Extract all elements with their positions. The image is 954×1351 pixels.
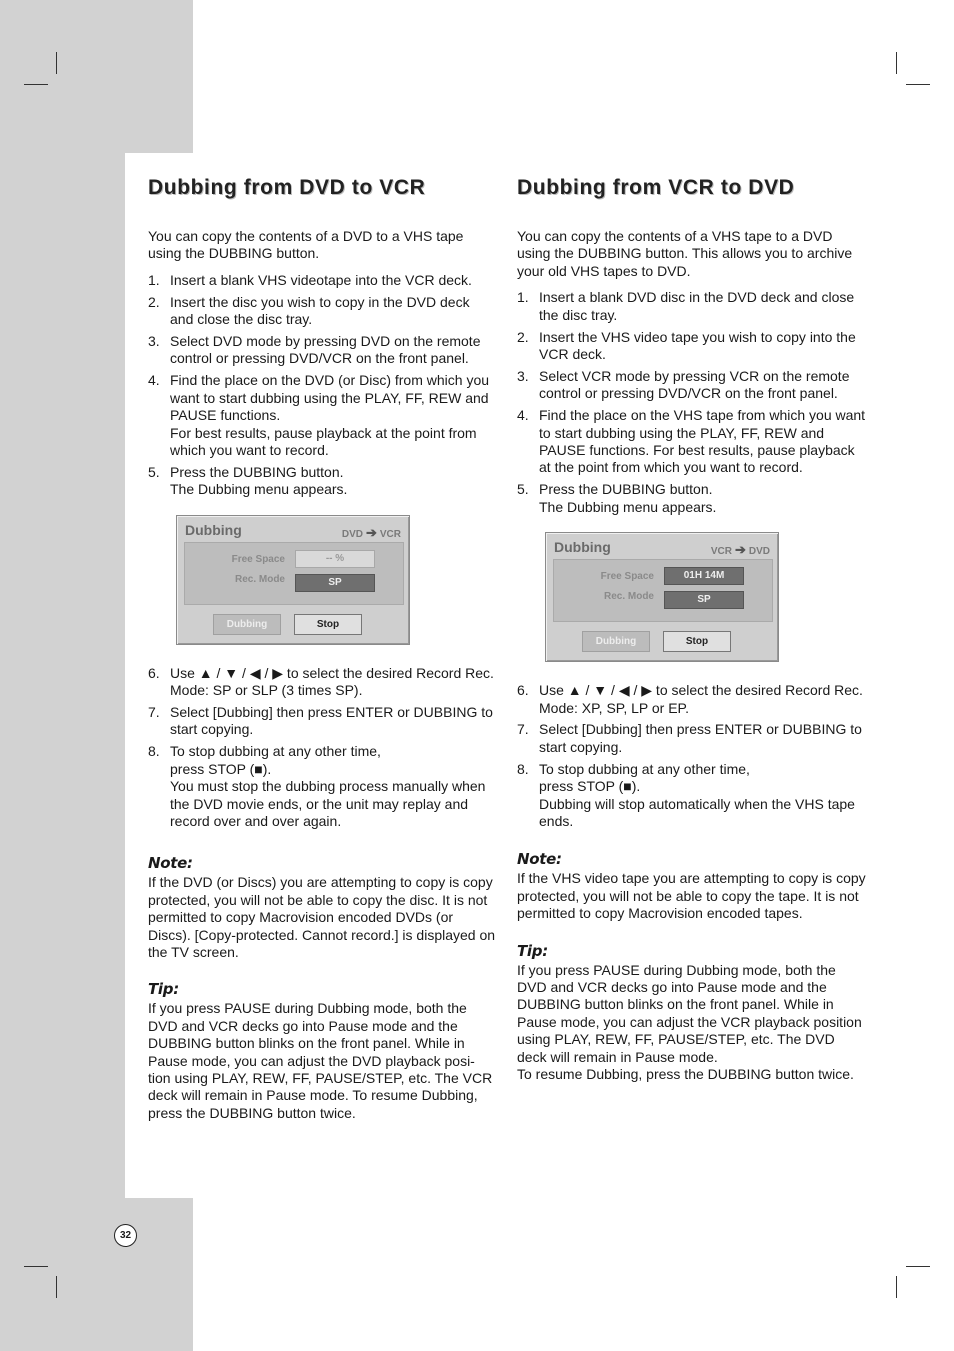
steps-list [517, 289, 867, 516]
list-item: 1. Insert a blank DVD disc in the DVD deck and close the disc tray. [517, 289, 855, 323]
menu-title: Dubbing [554, 539, 611, 556]
rec-mode-label: Rec. Mode [234, 573, 285, 585]
column-dvd-to-vcr [148, 170, 496, 1122]
steps-list-continued [517, 682, 867, 830]
list-item: 6. Use ▲ / ▼ / ◀ / ▶ to select the desired Record Rec. Mode: XP, SP, LP or EP. [517, 682, 863, 716]
note-text: If the DVD (or Discs) you are attempting to copy is copy protected, you will not be able to copy the disc. It is not permitted to copy Macrovision encoded DVDs (or Discs). [Copy-protected. Cannot record.] is displayed on the TV screen. [148, 874, 496, 960]
note-text: If the VHS video tape you are attempting to copy is copy protected, you will not be able to copy the tape. It is not permitted to copy Macrovision encoded tapes. [517, 870, 866, 922]
tip-text: If you press PAUSE during Dubbing mode, both the DVD and VCR decks go into Pause mode and the DUBBING button blinks on the front panel. While in Pause mode, you can adjust the VCR playback position using PLAY, REW, FF, PAUSE/STEP, etc. The DVD deck will remain in Pause mode. [517, 961, 862, 1065]
tip-text-continued: To resume Dubbing, press the DUBBING button twice. [517, 1066, 854, 1082]
crop-mark [906, 84, 930, 85]
menu-title: Dubbing [185, 521, 242, 538]
rec-mode-value: SP [295, 574, 375, 592]
section-title: Dubbing from DVD to VCR [148, 176, 426, 199]
steps-list [148, 272, 496, 499]
list-item: 3. Select VCR mode by pressing VCR on the remote control or pressing DVD/VCR on the front panel. [517, 367, 850, 402]
dubbing-menu-screenshot [545, 532, 779, 662]
tip-section [517, 942, 867, 1084]
list-item: 3. Select DVD mode by pressing DVD on the remote control or pressing DVD/VCR on the front panel. [148, 333, 481, 367]
crop-mark [24, 84, 48, 85]
free-space-value: 01H 14M [664, 567, 744, 585]
list-item: 8. To stop dubbing at any other time, press STOP (■). You must stop the dubbing process manually when the DVD movie ends, or the unit may replay and record over and over again. [148, 743, 486, 829]
tip-heading: Tip: [517, 941, 548, 960]
note-heading: Note: [517, 850, 562, 869]
note-section [148, 854, 496, 961]
list-item: 2. Insert the VHS video tape you wish to copy into the VCR deck. [517, 328, 856, 362]
crop-mark [896, 52, 897, 74]
stop-button: Stop [663, 631, 731, 652]
section-title: Dubbing from VCR to DVD [517, 176, 795, 199]
list-item: 2. Insert the disc you wish to copy in the DVD deck and close the disc tray. [148, 293, 470, 328]
list-item: 6. Use ▲ / ▼ / ◀ / ▶ to select the desired Record Rec. Mode: SP or SLP (3 times SP). [148, 664, 494, 699]
list-item: 7. Select [Dubbing] then press ENTER or DUBBING to start copying. [148, 704, 493, 738]
rec-mode-label: Rec. Mode [603, 591, 654, 603]
list-item: 4. Find the place on the VHS tape from which you want to start dubbing using the PLAY, FF, REW and PAUSE functions. For best results, pause playback at the point from which you want to record. [517, 407, 866, 476]
tip-section [148, 980, 496, 1122]
steps-list-continued [148, 665, 496, 831]
dubbing-menu-screenshot [176, 515, 410, 645]
free-space-value: -- % [295, 550, 375, 568]
column-vcr-to-dvd [517, 170, 867, 1083]
dubbing-button: Dubbing [213, 614, 281, 635]
crop-mark [56, 52, 57, 74]
list-item: 8. To stop dubbing at any other time, press STOP (■). Dubbing will stop automatically when the VHS tape ends. [517, 760, 855, 829]
note-heading: Note: [148, 854, 193, 873]
rec-mode-value: SP [664, 591, 744, 609]
list-item: 4. Find the place on the DVD (or Disc) from which you want to start dubbing using the PLAY, FF, REW and PAUSE functions. For best results, pause playback at the point from which you want to record. [148, 372, 490, 458]
list-item: 7. Select [Dubbing] then press ENTER or DUBBING to start copying. [517, 721, 862, 755]
margin-band-left [0, 153, 125, 1198]
tip-text: If you press PAUSE during Dubbing mode, both the DVD and VCR decks go into Pause mode and the DUBBING button blinks on the front panel. While in Pause mode, you can adjust the DVD playback posi-tion using PLAY, REW, FF, PAUSE/STEP, etc. The VCR deck will remain in Pause mode. To resume Dubbing, press the DUBBING button twice. [148, 1000, 493, 1121]
page-number: 32 [114, 1224, 137, 1247]
intro-text: You can copy the contents of a VHS tape to a DVD using the DUBBING button. This allows you to archive your old VHS tapes to DVD. [517, 228, 853, 279]
crop-mark [24, 1266, 48, 1267]
free-space-label: Free Space [600, 571, 654, 583]
crop-mark [906, 1266, 930, 1267]
margin-band-bottom [0, 1198, 193, 1351]
arrow-right-icon: ➔ [365, 524, 377, 540]
list-item: 5. Press the DUBBING button. The Dubbing menu appears. [517, 481, 717, 515]
note-section [517, 850, 867, 922]
tip-heading: Tip: [148, 980, 179, 999]
margin-band-top [0, 0, 193, 153]
arrow-right-icon: ➔ [734, 542, 746, 558]
free-space-label: Free Space [231, 553, 285, 565]
dubbing-button: Dubbing [582, 631, 650, 652]
menu-panel [184, 542, 404, 605]
intro-text: You can copy the contents of a DVD to a VHS tape using the DUBBING button. [148, 228, 464, 262]
stop-button: Stop [294, 614, 362, 635]
list-item: 5. Press the DUBBING button. The Dubbing menu appears. [148, 463, 348, 498]
list-item: 1. Insert a blank VHS videotape into the VCR deck. [148, 271, 472, 288]
menu-panel [553, 559, 773, 622]
menu-direction: VCR ➔ DVD [710, 542, 770, 558]
menu-direction: DVD ➔ VCR [341, 524, 401, 540]
crop-mark [896, 1276, 897, 1298]
crop-mark [56, 1276, 57, 1298]
